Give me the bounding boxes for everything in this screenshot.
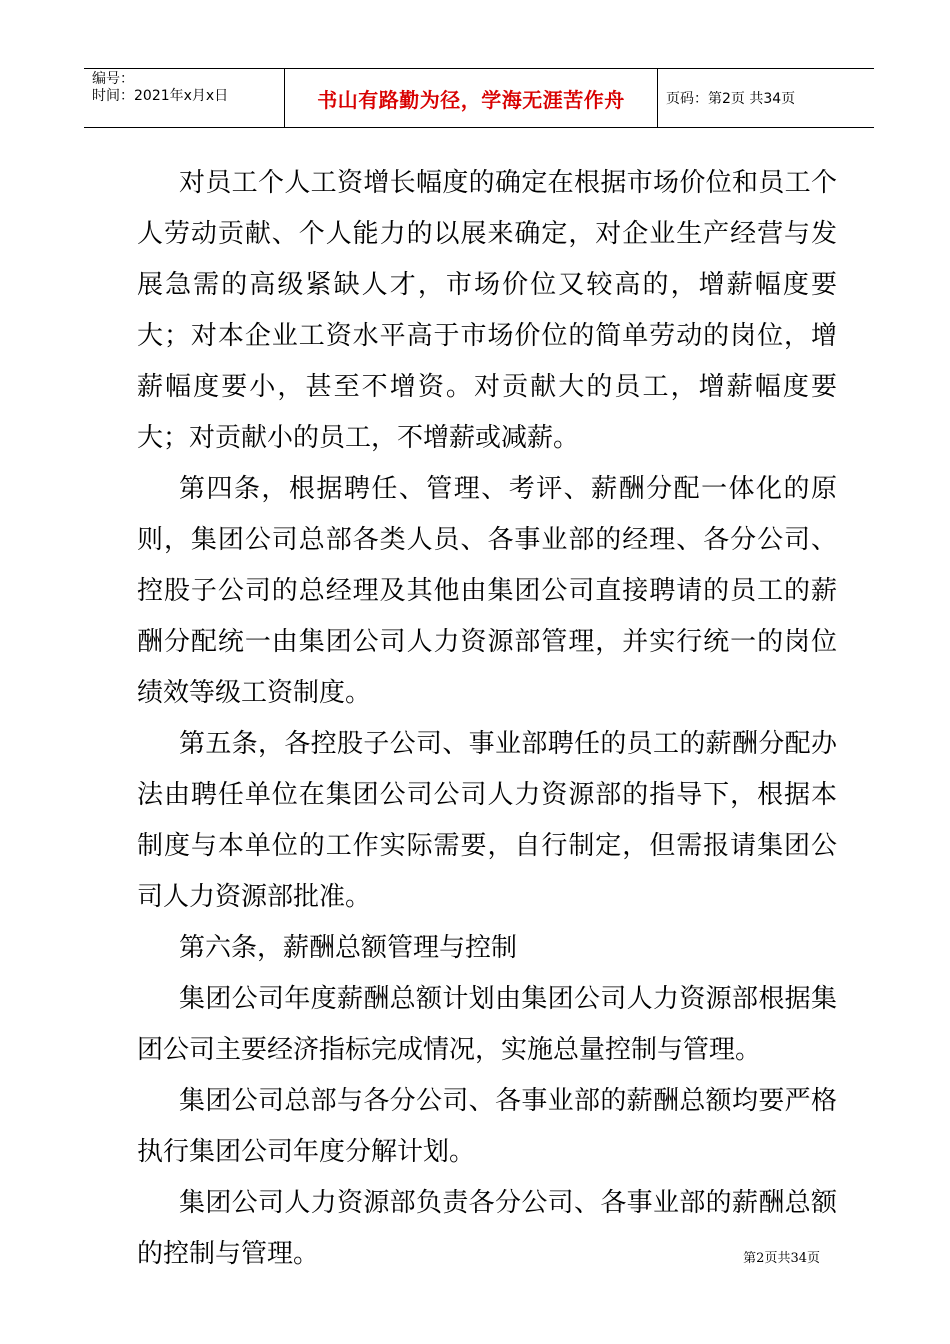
paragraph: 集团公司人力资源部负责各分公司、各事业部的薪酬总额的控制与管理。 [137, 1188, 837, 1269]
document-time-label: 时间：2021年x月x日 [92, 88, 229, 104]
header-motto: 书山有路勤为径，学海无涯苦作舟 [317, 87, 625, 112]
paragraph: 第六条，薪酬总额管理与控制 [179, 933, 518, 963]
document-number-label: 编号： [92, 71, 134, 87]
footer-page-number: 第2页共34页 [743, 1251, 820, 1266]
header-page-code-cell [658, 69, 874, 127]
paragraph: 第四条，根据聘任、管理、考评、薪酬分配一体化的原则，集团公司总部各类人员、各事业部的经理、各分公司、控股子公司的总经理及其他由集团公司直接聘请的员工的薪酬分配统一由集团公司人力资源部管理，并实行统一的岗位绩效等级工资制度。 [137, 474, 837, 708]
header-page-code: 页码：第2页 共34页 [666, 91, 796, 107]
page-footer [0, 1247, 820, 1266]
paragraph: 集团公司总部与各分公司、各事业部的薪酬总额均要严格执行集团公司年度分解计划。 [137, 1086, 837, 1167]
paragraph: 第五条，各控股子公司、事业部聘任的员工的薪酬分配办法由聘任单位在集团公司公司人力资源部的指导下，根据本制度与本单位的工作实际需要，自行制定，但需报请集团公司人力资源部批准。 [137, 729, 837, 912]
header-meta [84, 69, 285, 127]
paragraph: 对员工个人工资增长幅度的确定在根据市场价位和员工个人劳动贡献、个人能力的以展来确定，对企业生产经营与发展急需的高级紧缺人才，市场价位又较高的，增薪幅度要大；对本企业工资水平高于市场价位的简单劳动的岗位，增薪幅度要小，甚至不增资。对贡献大的员工，增薪幅度要大；对贡献小的员工，不增薪或减薪。 [137, 168, 837, 453]
document-body [137, 158, 837, 1280]
paragraph: 集团公司年度薪酬总额计划由集团公司人力资源部根据集团公司主要经济指标完成情况，实施总量控制与管理。 [137, 984, 837, 1065]
header-motto-cell [285, 69, 658, 127]
page-header [84, 68, 874, 128]
